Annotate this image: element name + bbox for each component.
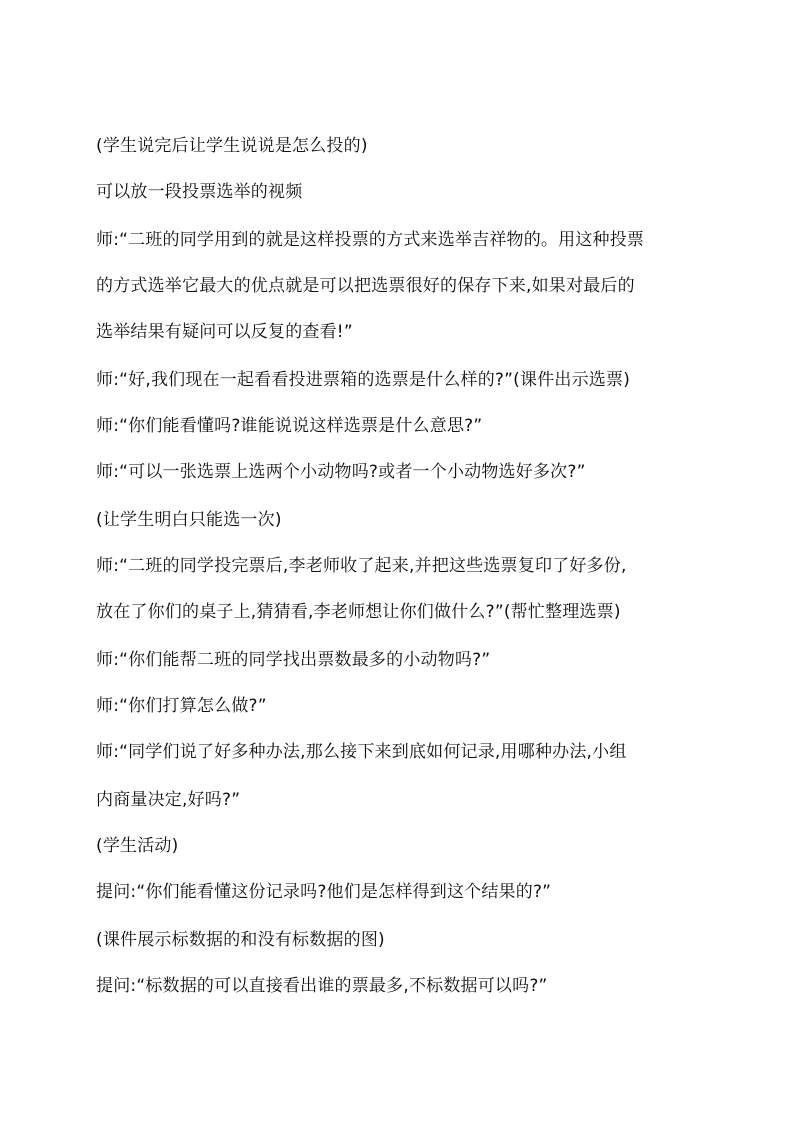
text-line: (让学生明白只能选一次) [96,510,282,530]
text-line: 师:“二班的同学用到的就是这样投票的方式来选举吉祥物的。用这种投票 [96,230,645,250]
text-line: 师:“好,我们现在一起看看投进票箱的选票是什么样的?”(课件出示选票) [96,370,631,390]
text-line: 提问:“你们能看懂这份记录吗?他们是怎样得到这个结果的?” [96,882,552,902]
text-line: 师:“你们打算怎么做?” [96,696,267,716]
text-line: 师:“你们能帮二班的同学找出票数最多的小动物吗?” [96,650,491,670]
text-line: 选举结果有疑问可以反复的查看!” [96,322,353,342]
text-line: 可以放一段投票选举的视频 [96,182,303,202]
text-line: (课件展示标数据的和没有标数据的图) [96,930,385,950]
text-line: 师:“可以一张选票上选两个小动物吗?或者一个小动物选好多次?” [96,462,586,482]
text-line: 师:“二班的同学投完票后,李老师收了起来,并把这些选票复印了好多份, [96,556,627,576]
text-line: (学生说完后让学生说说是怎么投的) [96,136,368,156]
text-line: (学生活动) [96,836,179,856]
text-line: 师:“同学们说了好多种办法,那么接下来到底如何记录,用哪种办法,小组 [96,742,627,762]
text-line: 师:“你们能看懂吗?谁能说说这样选票是什么意思?” [96,416,483,436]
text-line: 的方式选举它最大的优点就是可以把选票很好的保存下来,如果对最后的 [96,276,635,296]
text-line: 内商量决定,好吗?” [96,790,241,810]
text-line: 提问:“标数据的可以直接看出谁的票最多,不标数据可以吗?” [96,976,548,996]
text-line: 放在了你们的桌子上,猜猜看,李老师想让你们做什么?”(帮忙整理选票) [96,602,621,622]
